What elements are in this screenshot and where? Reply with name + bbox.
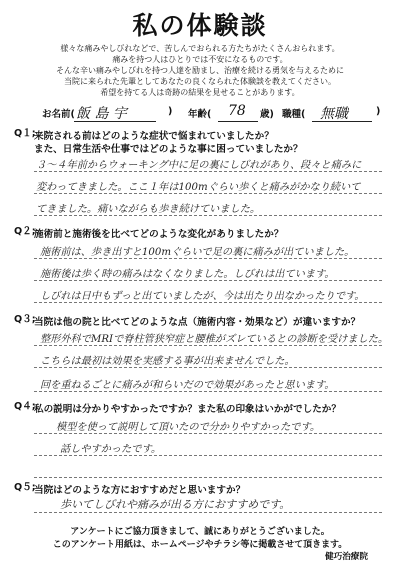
answer-line: 回を重ねるごとに痛みが和らいだので効果があったと思います。 [40,380,335,391]
answer-rule [34,433,382,434]
age-label: 年齢( [188,109,212,120]
job-underline [312,121,372,122]
intro-line: 当院に来られた先輩としてあなたの良くなられた体験談を教えてください。 [64,77,336,86]
intro-line: 様々な痛みやしびれなどで、苦しんでおられる方たちがたくさんおられます。 [60,44,340,53]
intro-line: 希望を持てる人は奇跡の結果を見せることがあります。 [100,88,300,97]
question-text: 施術前と施術後を比べてどのような変化がありましたか？ [34,229,284,240]
question-text: 私の説明は分かりやすかったですか？また私の印象はいかがでしたか？ [34,404,341,415]
age-underline [218,121,258,122]
answer-line: しびれは日中もずっと出ていましたが、今は出たり出なかったりです。 [40,291,365,302]
job-value: 無職 [320,106,348,122]
question-text: 来院される前はどのような症状で悩まれていましたか？ [34,131,274,142]
question-number: Q５; [14,482,36,493]
answer-line: 変わってきました。ここ１年は100mぐらい歩くと痛みがかなり続いて [36,182,361,193]
answer-rule [34,391,382,392]
intro-line: そんな辛い痛みやしびれを持つ人達を励まし、治療を続ける勇気を与えるために [56,66,344,75]
intro-line: 痛みを持つ人はひとりでは不安になるものです。 [112,55,288,64]
question-text: 当院はどのような方におすすめだと思いますか？ [34,485,246,496]
answer-line: 施術前は、歩き出すと100mぐらいで足の裏に痛みが出ていました。 [40,247,355,258]
age-value: 78 [228,103,246,119]
answer-rule [34,302,382,303]
answer-rule [34,455,382,456]
answer-line: 施術後は歩く時の痛みはなくなりました。しびれは出ています。 [40,269,335,280]
answer-line: 歩いてしびれや痛みが出る方におすすめです。 [60,498,291,511]
footer-line: このアンケート用紙は、ホームページやチラシ等に掲載させて頂きます。 [52,540,348,550]
question-number: Q３; [14,314,36,325]
answer-rule [34,193,382,194]
answer-line: 整形外科でMRIで脊柱管狭窄症と腰椎がズレているとの診断を受けました。 [40,334,389,345]
name-label: お名前( [42,109,75,120]
question-number: Q２; [14,226,36,237]
clinic-name: 健巧治療院 [325,552,368,562]
answer-line: てきました。痛いながらも歩き続けていました。 [36,204,261,215]
answer-rule [34,258,382,259]
footer-line: アンケートにご協力頂きまして、誠にありがとうございました。 [70,527,330,537]
question-text: 当院は他の院と比べてどのような点（施術内容・効果など）が違いますか？ [34,317,361,328]
job-label: 職種( [282,109,306,120]
answer-line: 話しやすかったです。 [60,444,162,455]
name-close: ) [168,106,173,117]
answer-rule [34,345,382,346]
page-title: 私の体験談 [132,11,268,40]
answer-rule [34,171,382,172]
answer-rule [34,215,382,216]
name-underline [74,121,156,122]
question-text: また、日常生活や仕事ではどのような事に困っていましたか？ [34,144,303,155]
answer-rule [34,477,382,478]
answer-rule [34,512,382,513]
answer-rule [34,280,382,281]
job-close: ) [376,106,381,117]
question-number: Q４; [14,401,36,412]
answer-rule [34,367,382,368]
answer-line: こちらは最初は効果を実感する事が出来ませんでした。 [40,356,295,367]
question-number: Q１; [14,128,36,139]
answer-line: ３〜４年前からウォーキング中に足の裏にしびれがあり、段々と痛みに [36,160,362,171]
age-unit: 歳) [260,109,274,120]
name-value: 飯 島 宇 [76,106,127,122]
answer-line: 模型を使って説明して頂いたので分かりやすかったです。 [56,422,321,433]
